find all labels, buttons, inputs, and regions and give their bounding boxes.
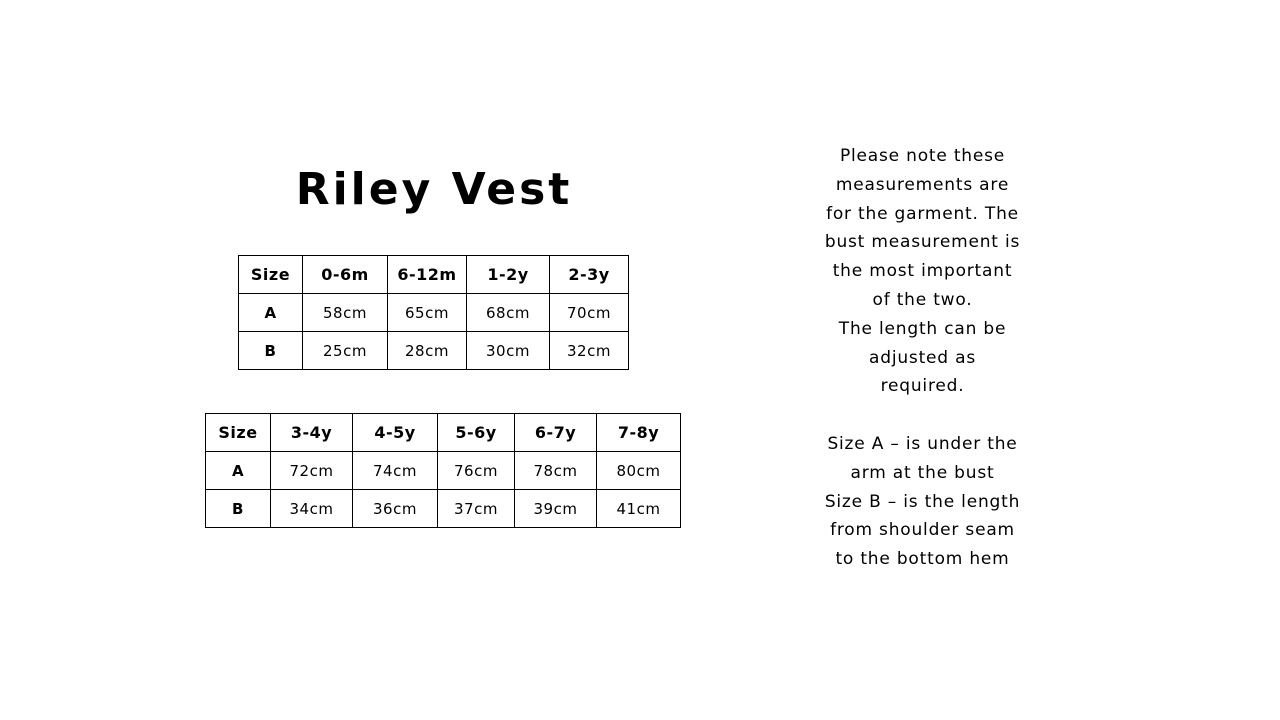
note-line: the most important xyxy=(832,261,1013,282)
page-title: Riley Vest xyxy=(295,164,573,215)
note-line: arm at the bust xyxy=(850,462,995,483)
note-line: adjusted as xyxy=(869,347,976,368)
table-cell: 76cm xyxy=(438,452,515,490)
row-label: B xyxy=(239,332,303,370)
note-line: of the two. xyxy=(872,289,973,310)
table-cell: 58cm xyxy=(303,294,388,332)
header-cell: 6-7y xyxy=(515,414,597,452)
table-cell: 37cm xyxy=(438,490,515,528)
table-header-row xyxy=(206,414,681,452)
header-cell: 2-3y xyxy=(550,256,629,294)
note-line: to the bottom hem xyxy=(835,549,1010,570)
row-label: B xyxy=(206,490,271,528)
note-line: Size B – is the length xyxy=(824,491,1021,512)
header-cell: Size xyxy=(206,414,271,452)
table-cell: 80cm xyxy=(597,452,681,490)
table-row xyxy=(206,490,681,528)
header-cell: 0-6m xyxy=(303,256,388,294)
row-label: A xyxy=(239,294,303,332)
table-cell: 30cm xyxy=(467,332,550,370)
header-cell: Size xyxy=(239,256,303,294)
note-line: Please note these xyxy=(839,146,1006,166)
header-cell: 5-6y xyxy=(438,414,515,452)
table-cell: 39cm xyxy=(515,490,597,528)
table-row xyxy=(239,332,629,370)
table-cell: 32cm xyxy=(550,332,629,370)
note-line: required. xyxy=(880,376,965,397)
note-line: bust measurement is xyxy=(824,232,1021,253)
note-line: The length can be xyxy=(838,318,1007,339)
table-cell: 25cm xyxy=(303,332,388,370)
table-row xyxy=(206,452,681,490)
table-header-row xyxy=(239,256,629,294)
table-cell: 72cm xyxy=(271,452,353,490)
header-cell: 6-12m xyxy=(388,256,467,294)
size-chart-table-small xyxy=(238,255,629,370)
table-cell: 68cm xyxy=(467,294,550,332)
note-line: from shoulder seam xyxy=(830,520,1015,541)
measurement-note xyxy=(790,142,1055,574)
header-cell: 7-8y xyxy=(597,414,681,452)
table-cell: 34cm xyxy=(271,490,353,528)
table-row xyxy=(239,294,629,332)
table-cell: 28cm xyxy=(388,332,467,370)
note-spacer xyxy=(790,401,1055,430)
size-chart-table-large xyxy=(205,413,681,528)
table-cell: 70cm xyxy=(550,294,629,332)
row-label: A xyxy=(206,452,271,490)
header-cell: 1-2y xyxy=(467,256,550,294)
note-line: for the garment. The xyxy=(826,203,1019,224)
table-cell: 36cm xyxy=(353,490,438,528)
note-line: Size A – is under the xyxy=(827,433,1018,454)
table-cell: 41cm xyxy=(597,490,681,528)
note-line: measurements are xyxy=(835,174,1010,195)
header-cell: 3-4y xyxy=(271,414,353,452)
table-cell: 74cm xyxy=(353,452,438,490)
header-cell: 4-5y xyxy=(353,414,438,452)
table-cell: 78cm xyxy=(515,452,597,490)
table-cell: 65cm xyxy=(388,294,467,332)
